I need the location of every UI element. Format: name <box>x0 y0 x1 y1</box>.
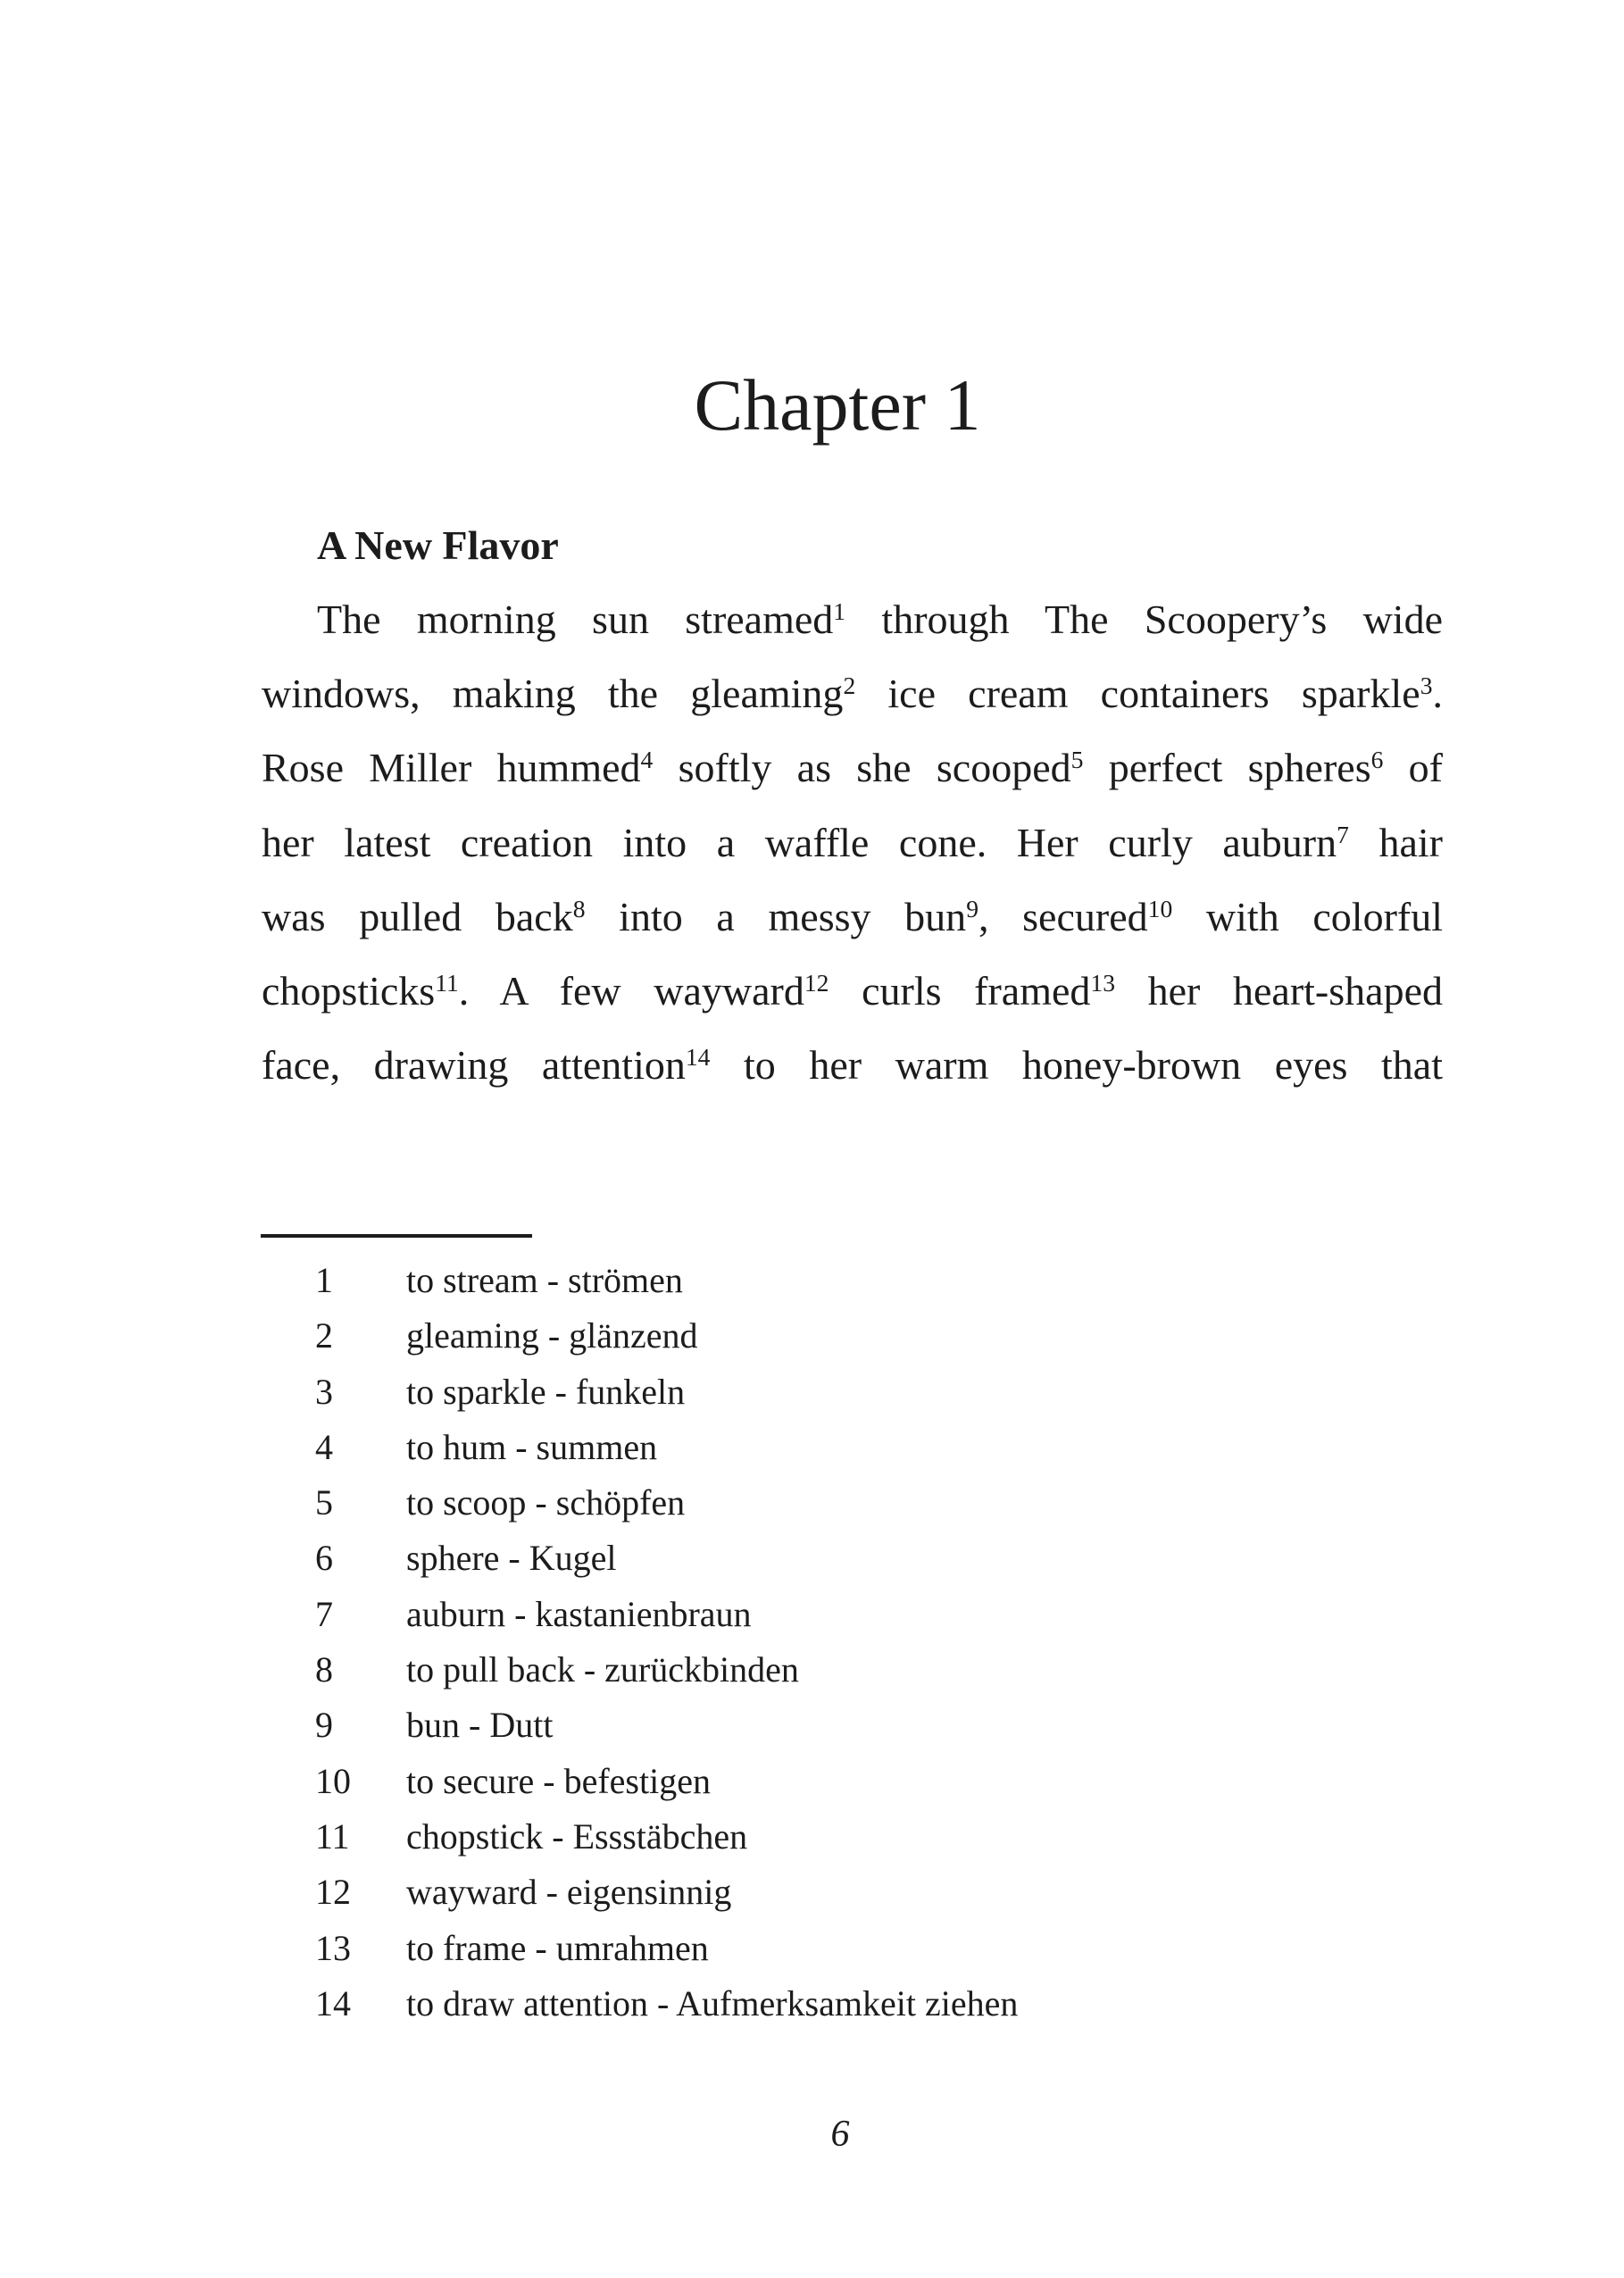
page-number: 6 <box>830 2114 850 2155</box>
footnote-number: 3 <box>315 1371 333 1412</box>
body-text-segment: into a messy bun <box>585 893 967 939</box>
footnote-divider <box>261 1234 532 1238</box>
footnote-number: 1 <box>315 1260 333 1300</box>
body-text-segment: was pulled back <box>262 893 573 939</box>
body-text-segment: chopsticks <box>262 967 436 1014</box>
body-line <box>262 954 1443 1028</box>
body-text-segment: perfect spheres <box>1083 745 1371 791</box>
footnote-reference[interactable]: 4 <box>640 746 654 774</box>
footnote-text: wayward - eigensinnig <box>406 1872 732 1913</box>
footnote-text: to draw attention - Aufmerksamkeit ziehen <box>406 1982 1019 2023</box>
footnote-number: 9 <box>315 1705 333 1746</box>
footnote-number: 2 <box>315 1315 333 1356</box>
footnote-text: to pull back - zurückbinden <box>406 1649 799 1690</box>
body-text-segment: her latest creation into a waffle cone. Her curly auburn <box>262 819 1337 865</box>
body-text-segment: of <box>1383 745 1443 791</box>
body-text <box>262 582 1443 1102</box>
footnote-number: 7 <box>315 1593 333 1634</box>
body-text-segment: with colorful <box>1172 893 1443 939</box>
footnote-number: 8 <box>315 1649 333 1690</box>
body-line <box>262 656 1443 730</box>
body-text-segment: , secured <box>978 893 1148 939</box>
body-line <box>262 805 1443 880</box>
body-text-segment: Rose Miller hummed <box>262 745 641 791</box>
footnote-reference[interactable]: 14 <box>685 1042 711 1071</box>
footnote-number: 4 <box>315 1426 333 1467</box>
body-text-segment: through The Scoopery’s wide <box>845 597 1443 642</box>
footnote-text: chopstick - Essstäbchen <box>406 1815 748 1857</box>
footnote-text: gleaming - glänzend <box>406 1315 698 1356</box>
footnote-text: to hum - summen <box>406 1426 658 1467</box>
footnote-reference[interactable]: 2 <box>843 672 856 700</box>
footnote-number: 11 <box>315 1815 350 1857</box>
body-text-segment: her heart-shaped <box>1115 967 1443 1014</box>
body-text-segment: curls framed <box>829 967 1091 1014</box>
footnote-text: to secure - befestigen <box>406 1760 711 1801</box>
footnote-reference[interactable]: 7 <box>1337 820 1349 848</box>
body-text-segment: ice cream containers sparkle <box>855 671 1420 717</box>
footnote-reference[interactable]: 1 <box>833 597 846 625</box>
body-text-segment: . A few wayward <box>458 967 804 1014</box>
body-text-segment: to her warm honey-brown eyes that <box>710 1042 1443 1089</box>
footnote-reference[interactable]: 10 <box>1147 894 1173 922</box>
body-text-segment: The morning sun streamed <box>317 597 834 642</box>
footnote-reference[interactable]: 13 <box>1090 968 1115 997</box>
body-line <box>262 730 1443 805</box>
footnote-reference[interactable]: 11 <box>435 968 459 997</box>
body-line <box>262 880 1443 954</box>
body-text-segment: hair <box>1348 819 1443 865</box>
footnote-reference[interactable]: 9 <box>966 894 979 922</box>
chapter-title: Chapter 1 <box>694 364 981 446</box>
footnote-text: sphere - Kugel <box>406 1538 617 1579</box>
footnote-number: 13 <box>315 1927 351 1968</box>
body-line <box>262 1028 1443 1102</box>
footnote-number: 10 <box>315 1760 351 1801</box>
footnote-text: to sparkle - funkeln <box>406 1371 686 1412</box>
footnote-number: 5 <box>315 1482 333 1523</box>
footnote-reference[interactable]: 5 <box>1070 746 1084 774</box>
body-text-segment: windows, making the gleaming <box>262 671 844 717</box>
footnote-text: to frame - umrahmen <box>406 1927 709 1968</box>
footnote-number: 12 <box>315 1872 351 1913</box>
footnote-reference[interactable]: 8 <box>572 894 586 922</box>
footnote-text: auburn - kastanienbraun <box>406 1593 752 1634</box>
footnote-text: bun - Dutt <box>406 1705 554 1746</box>
footnote-number: 14 <box>315 1982 351 2023</box>
footnote-text: to scoop - schöpfen <box>406 1482 686 1523</box>
footnote-reference[interactable]: 12 <box>804 968 829 997</box>
footnote-number: 6 <box>315 1538 333 1579</box>
footnote-reference[interactable]: 3 <box>1420 672 1433 700</box>
body-line <box>262 582 1443 656</box>
body-text-segment: softly as she scooped <box>653 745 1071 791</box>
body-text-segment: . <box>1432 671 1443 717</box>
footnote-reference[interactable]: 6 <box>1370 746 1384 774</box>
section-heading: A New Flavor <box>317 522 559 568</box>
body-text-segment: face, drawing attention <box>262 1042 686 1089</box>
footnote-text: to stream - strömen <box>406 1260 683 1300</box>
